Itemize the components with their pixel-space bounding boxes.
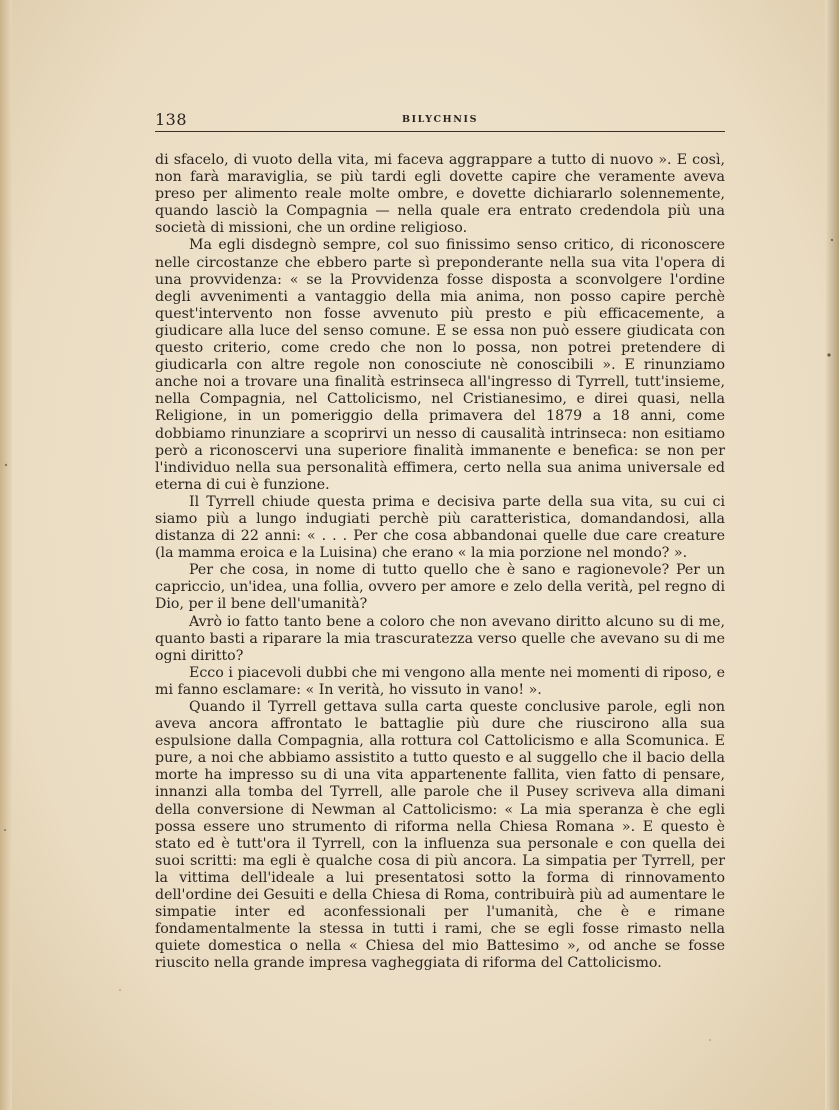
paragraph: Ma egli disdegnò sempre, col suo finissimo senso critico, di riconoscere nelle circostanze che ebbero parte sì preponderante nella sua vita l'opera di una provvidenza: « se la Provvidenza fosse disposta a sconvolgere l'ordine degli avvenimenti a vantaggio della mia anima, non posso capire perchè quest'intervento non fosse avvenuto più presto e più efficacemente, a giudicare alla luce del senso comune. E se essa non può essere giudicata con questo criterio, come credo che non lo possa, non potrei pretendere di giudicarla con altre regole non conosciute nè conoscibili ». E rinunziamo anche noi a trovare una finalità estrinseca all'ingresso di Tyrrell, tutt'insieme, nella Compagnia, nel Cattolicismo, nel Cristianesimo, e direi quasi, nella Religione, in un pomeriggio della primavera del 1879 a 18 anni, come dobbiamo rinunziare a scoprirvi un nesso di causalità intrinseca: non esitiamo però a riconoscervi una superiore finalità immanente e benefica: se non per l'individuo nella sua personalità effimera, certo nella sua anima universale ed eterna di cui è funzione. xyxy=(155,237,725,493)
body-text xyxy=(155,152,725,973)
page-number: 138 xyxy=(155,110,188,129)
header-rule xyxy=(155,131,725,132)
page-edge-shadow xyxy=(825,0,839,1110)
paragraph: Per che cosa, in nome di tutto quello che è sano e ragionevole? Per un capriccio, un'idea, una follia, ovvero per amore e zelo della verità, pel regno di Dio, per il bene dell'umanità? xyxy=(155,562,725,613)
paragraph: di sfacelo, di vuoto della vita, mi faceva aggrappare a tutto di nuovo ». E così, non farà maraviglia, se più tardi egli dovette capire che veramente aveva preso per alimento reale molte ombre, e dovette dichiararlo solennemente, quando lasciò la Compagnia — nella quale era entrato credendola più una società di missioni, che un ordine religioso. xyxy=(155,152,725,237)
paragraph: Avrò io fatto tanto bene a coloro che non avevano diritto alcuno su di me, quanto basti a riparare la mia trascuratezza verso quelle che avevano su di me ogni diritto? xyxy=(155,613,725,664)
page-gutter-shadow xyxy=(0,0,12,1110)
paragraph: Quando il Tyrrell gettava sulla carta queste conclusive parole, egli non aveva ancora affrontato le battaglie più dure che riuscirono alla sua espulsione dalla Compagnia, alla rottura col Cattolicismo e alla Scomunica. E pure, a noi che abbiamo assistito a tutto questo e al suggello che il bacio della morte ha impresso su di una vita appartenente fallita, vien fatto di pensare, innanzi alla tomba del Tyrrell, alle parole che il Pusey scriveva alla dimani della conversione di Newman al Cattolicismo: « La mia speranza è che egli possa essere uno strumento di riforma nella Chiesa Romana ». E questo è stato ed è tutt'ora il Tyrrell, con la influenza sua personale e con quella dei suoi scritti: ma egli è qualche cosa di più ancora. La simpatia per Tyrrell, per la vittima dell'ideale a lui presentatosi sotto la forma di rinnovamento dell'ordine dei Gesuiti e della Chiesa di Roma, contribuirà più ad aumentare le simpatie inter ed aconfessionali per l'umanità, che è e rimane fondamentalmente la stessa in tutti i rami, che se egli fosse rimasto nella quiete domestica o nella « Chiesa del mio Battesimo », od anche se fosse riuscito nella grande impresa vagheggiata di riforma del Cattolicismo. xyxy=(155,699,725,972)
paragraph: Il Tyrrell chiude questa prima e decisiva parte della sua vita, su cui ci siamo più a lungo indugiati perchè più caratteristica, domandandosi, alla distanza di 22 anni: « . . . Per che cosa abbandonai quelle due care creature (la mamma eroica e la Luisina) che erano « la mia porzione nel mondo? ». xyxy=(155,493,725,562)
paragraph: Ecco i piacevoli dubbi che mi vengono alla mente nei momenti di riposo, e mi fanno esclamare: « In verità, ho vissuto in vano! ». xyxy=(155,664,725,698)
running-title: BILYCHNIS xyxy=(401,114,479,125)
